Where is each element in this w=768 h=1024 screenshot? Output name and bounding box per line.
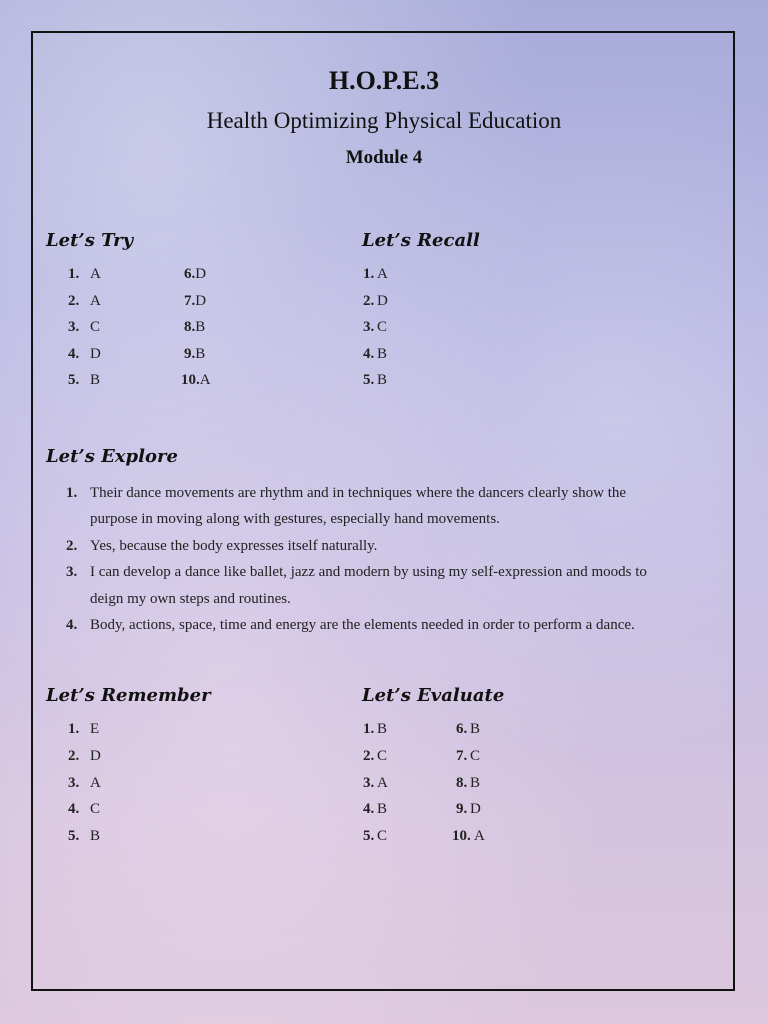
answer-number: 3. [363, 319, 375, 335]
answer-number: 1. [68, 721, 80, 737]
page-subtitle: Health Optimizing Physical Education [206, 108, 562, 133]
answer-item [184, 293, 206, 309]
answer-item [456, 721, 480, 737]
answer-value: D [377, 293, 388, 309]
answer-value: A [90, 266, 101, 282]
answer-number: 8. [456, 775, 468, 791]
answer-item [363, 721, 387, 737]
explore-text-line: purpose in moving along with gestures, especially hand movements. [90, 511, 500, 528]
answer-value: B [195, 319, 206, 335]
answer-item [363, 266, 388, 282]
answer-number: 5. [68, 372, 80, 388]
answer-number: 4. [68, 346, 80, 362]
answer-value: B [90, 828, 101, 844]
explore-text-line: Body, actions, space, time and energy are the elements needed in order to perform a dance. [90, 617, 635, 634]
answer-item [68, 346, 101, 362]
answer-item [456, 775, 480, 791]
answer-number: 10. [452, 828, 471, 844]
answer-number: 4. [363, 346, 375, 362]
answer-value: D [90, 748, 101, 764]
module-label: Module 4 [345, 147, 423, 168]
answer-item [68, 293, 101, 309]
answer-item [363, 346, 387, 362]
answer-number: 9. [184, 346, 196, 362]
answer-value: A [377, 266, 388, 282]
answer-item [68, 775, 101, 791]
answer-number: 10. [181, 372, 200, 388]
answer-item [452, 828, 485, 844]
answer-number: 2. [363, 293, 375, 309]
answer-item [363, 293, 388, 309]
answer-number: 1. [363, 721, 375, 737]
answer-value: B [195, 346, 206, 362]
explore-text-line: Yes, because the body expresses itself naturally. [90, 537, 378, 554]
answer-value: C [90, 319, 101, 335]
answer-value: A [90, 293, 101, 309]
answer-item [363, 828, 387, 844]
explore-number: 4. [66, 617, 78, 634]
explore-item [66, 559, 706, 612]
answer-item [68, 721, 99, 737]
answer-item [363, 801, 387, 817]
answer-number: 4. [68, 801, 80, 817]
answer-value: D [90, 346, 101, 362]
answer-number: 3. [68, 319, 80, 335]
explore-number: 1. [66, 485, 78, 501]
answer-item [363, 775, 388, 791]
lets-explore-heading: Let’s Explore [46, 446, 178, 467]
answer-number: 6. [456, 721, 468, 737]
explore-text-line: I can develop a dance like ballet, jazz and modern by using my self-expression and moods to [90, 564, 647, 581]
answer-value: B [470, 721, 481, 737]
answer-value: B [377, 801, 388, 817]
answer-number: 5. [363, 372, 375, 388]
explore-item [66, 533, 706, 559]
answer-item [68, 748, 101, 764]
answer-item [184, 346, 205, 362]
answer-item [363, 372, 387, 388]
answer-value: B [377, 346, 388, 362]
lets-explore-list [66, 480, 706, 638]
lets-recall-heading: Let’s Recall [362, 230, 480, 251]
answer-item [68, 801, 100, 817]
answer-number: 3. [68, 775, 80, 791]
answer-value: D [195, 266, 207, 282]
explore-text-line: Their dance movements are rhythm and in techniques where the dancers clearly show the [90, 485, 627, 501]
answer-item [363, 319, 387, 335]
explore-text-line: deign my own steps and routines. [90, 590, 291, 607]
explore-number: 2. [66, 537, 78, 554]
answer-value: C [470, 748, 481, 764]
lets-evaluate-heading: Let’s Evaluate [362, 685, 505, 706]
answer-value: B [377, 721, 388, 737]
answer-number: 1. [68, 266, 80, 282]
answer-value: C [377, 319, 388, 335]
answer-number: 5. [68, 828, 80, 844]
answer-value: C [377, 748, 388, 764]
answer-item [68, 266, 101, 282]
answer-item [68, 372, 100, 388]
answer-item [456, 748, 480, 764]
answer-value: D [195, 293, 207, 309]
answer-number: 7. [184, 293, 196, 309]
page-title: H.O.P.E.3 [328, 66, 440, 95]
answer-item [68, 828, 100, 844]
explore-item [66, 612, 706, 638]
answer-value: E [90, 721, 100, 737]
answer-item [184, 319, 205, 335]
answer-number: 8. [184, 319, 196, 335]
answer-number: 9. [456, 801, 468, 817]
answer-number: 7. [456, 748, 468, 764]
answer-number: 1. [363, 266, 375, 282]
answer-value: C [377, 828, 388, 844]
answer-number: 3. [363, 775, 375, 791]
answer-item [68, 319, 100, 335]
answer-value: A [199, 372, 211, 388]
answer-value: A [377, 775, 388, 791]
answer-number: 2. [68, 748, 80, 764]
lets-remember-heading: Let’s Remember [46, 685, 211, 706]
answer-number: 5. [363, 828, 375, 844]
answer-value: B [377, 372, 388, 388]
explore-number: 3. [66, 564, 78, 581]
answer-item [181, 372, 211, 388]
answer-number: 2. [68, 293, 80, 309]
answer-item [184, 266, 206, 282]
answer-number: 4. [363, 801, 375, 817]
answer-value: A [90, 775, 101, 791]
answer-value: C [90, 801, 101, 817]
answer-value: B [470, 775, 481, 791]
answer-value: B [90, 372, 101, 388]
answer-value: D [470, 801, 481, 817]
lets-try-heading: Let’s Try [46, 230, 134, 251]
answer-item [363, 748, 387, 764]
answer-item [456, 801, 481, 817]
explore-item [66, 480, 706, 533]
answer-number: 6. [184, 266, 196, 282]
answer-value: A [474, 828, 485, 844]
answer-number: 2. [363, 748, 375, 764]
